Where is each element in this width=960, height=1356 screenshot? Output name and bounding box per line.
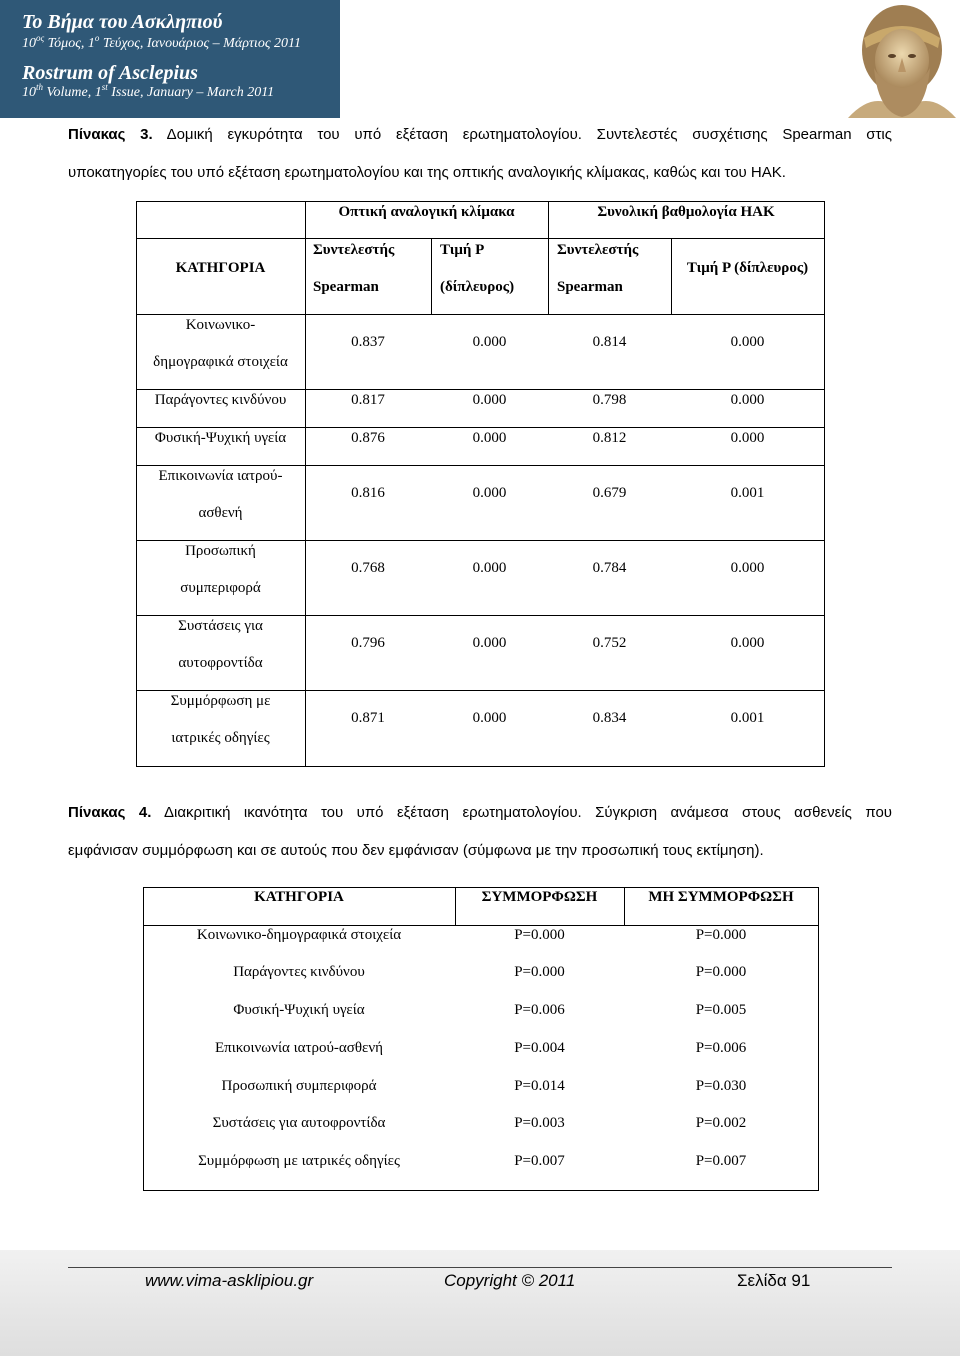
row-category: Συστάσεις για αυτοφροντίδα — [212, 1115, 386, 1131]
row-category: Παράγοντες κινδύνου — [233, 964, 365, 980]
group-header-visual-analogue-scale: Οπτική αναλογική κλίμακα — [338, 204, 515, 220]
table4-caption-line1 — [68, 802, 892, 824]
vas-p-value: 0.000 — [472, 710, 507, 726]
bust-eye-right — [908, 54, 916, 58]
non-compliance-p-value: P=0.007 — [695, 1153, 747, 1169]
volume-ordinal-suffix: ος — [36, 33, 45, 43]
row-category-line: Συστάσεις για — [178, 618, 263, 634]
subheader-spearman-1: Συντελεστής — [313, 242, 395, 258]
row-category: Φυσική-Ψυχική υγεία — [154, 430, 287, 446]
website-link[interactable]: www.vima-asklipiou.gr — [145, 1271, 314, 1290]
journal-title-greek: Το Βήμα του Ασκληπιού — [22, 11, 223, 33]
row-category — [136, 615, 305, 673]
vas-p-value: 0.000 — [472, 560, 507, 576]
table-row — [136, 465, 824, 540]
row-category-line: Επικοινωνία ιατρού- — [158, 468, 283, 484]
table4-caption-line2: εμφάνισαν συμμόρφωση και σε αυτούς που δεν εμφάνισαν (σύμφωνα με την προσωπική τους εκτίμηση). — [68, 842, 764, 859]
table-rule — [143, 1190, 819, 1191]
row-category-line: ιατρικές οδηγίες — [171, 730, 270, 746]
row-category-line: ασθενή — [198, 505, 243, 521]
table-row — [136, 615, 824, 690]
row-category-line: αυτοφροντίδα — [178, 655, 263, 671]
non-compliance-p-value: P=0.000 — [695, 927, 747, 943]
row-category: Φυσική-Ψυχική υγεία — [233, 1002, 365, 1018]
total-spearman-value: 0.752 — [592, 635, 627, 651]
vas-spearman-value: 0.817 — [351, 392, 385, 408]
total-p-value: 0.000 — [730, 560, 765, 576]
row-category: Συμμόρφωση με ιατρικές οδηγίες — [198, 1153, 400, 1169]
table-row — [143, 925, 818, 945]
non-compliance-p-value: P=0.030 — [695, 1078, 747, 1094]
compliance-p-value: P=0.000 — [514, 964, 565, 980]
vas-p-value: 0.000 — [472, 430, 507, 446]
subheader-pvalue-1: Τιμή P — [440, 242, 485, 258]
subheader-spearman-1-line2: Spearman — [313, 279, 379, 295]
row-category — [136, 465, 305, 523]
page-number: Σελίδα 91 — [737, 1271, 811, 1290]
compliance-header: ΣΥΜΜΟΡΦΩΣΗ — [481, 889, 598, 905]
compliance-p-value: P=0.003 — [514, 1115, 565, 1131]
table-row — [136, 314, 824, 389]
total-spearman-value: 0.812 — [592, 430, 627, 446]
row-category — [136, 690, 305, 748]
total-p-value: 0.000 — [730, 334, 765, 350]
footer-rule — [68, 1267, 892, 1268]
vas-p-value: 0.000 — [472, 485, 507, 501]
subheader-spearman-2-line2: Spearman — [557, 279, 623, 295]
table-row — [143, 1076, 818, 1096]
total-spearman-value: 0.784 — [592, 560, 627, 576]
total-p-value: 0.000 — [730, 430, 765, 446]
issue-label: Issue, January – March 2011 — [107, 85, 275, 100]
volume-number: 10 — [22, 36, 36, 51]
vas-spearman-value: 0.796 — [351, 635, 385, 651]
copyright-notice: Copyright © 2011 — [444, 1271, 576, 1290]
table-row — [136, 540, 824, 615]
row-category-line: Συμμόρφωση με — [170, 693, 271, 709]
table-row — [143, 1038, 818, 1058]
table4-caption-label: Πίνακας 4. — [68, 804, 152, 821]
table-rule — [431, 238, 432, 315]
journal-title-english: Rostrum of Asclepius — [22, 62, 198, 84]
table-rule — [824, 201, 825, 767]
issue-ordinal-suffix: ο — [94, 33, 100, 43]
table-row — [143, 1113, 818, 1133]
table-row — [136, 690, 824, 766]
total-p-value: 0.000 — [730, 635, 765, 651]
subheader-pvalue-2: Τιμή P (δίπλευρος) — [686, 260, 809, 276]
table-rule — [136, 238, 825, 239]
subheader-spearman-2: Συντελεστής — [557, 242, 639, 258]
total-p-value: 0.001 — [730, 710, 765, 726]
vas-p-value: 0.000 — [472, 635, 507, 651]
total-spearman-value: 0.798 — [592, 392, 627, 408]
category-header: ΚΑΤΗΓΟΡΙΑ — [254, 889, 344, 905]
table-header-row — [143, 887, 818, 907]
non-compliance-header: ΜΗ ΣΥΜΜΟΡΦΩΣΗ — [648, 889, 794, 905]
table3-caption-label: Πίνακας 3. — [68, 126, 153, 143]
table3-caption-text: Δομική εγκυρότητα του υπό εξέταση ερωτηματολογίου. Συντελεστές συσχέτισης Spearman στις — [166, 126, 892, 143]
row-category: Παράγοντες κινδύνου — [154, 392, 287, 408]
group-header-total-score: Συνολική βαθμολογία ΗΑΚ — [597, 204, 775, 220]
volume-label: Volume, 1 — [43, 85, 102, 100]
vas-spearman-value: 0.871 — [351, 710, 385, 726]
row-category: Κοινωνικο-δημογραφικά στοιχεία — [196, 927, 402, 943]
category-header: ΚΑΤΗΓΟΡΙΑ — [175, 260, 266, 276]
row-category: Επικοινωνία ιατρού-ασθενή — [214, 1040, 383, 1056]
vas-p-value: 0.000 — [472, 392, 507, 408]
bust-eye-left — [888, 54, 896, 58]
row-category — [136, 314, 305, 372]
row-category-line: Προσωπική — [185, 543, 256, 559]
asclepius-bust-image — [840, 0, 960, 118]
issue-label: Τεύχος, Ιανουάριος – Μάρτιος 2011 — [99, 36, 301, 51]
non-compliance-p-value: P=0.000 — [695, 964, 747, 980]
row-category — [136, 540, 305, 598]
table4-caption-text: Διακριτική ικανότητα του υπό εξέταση ερωτηματολογίου. Σύγκριση ανάμεσα στους ασθενείς που — [164, 804, 892, 821]
vas-p-value: 0.000 — [472, 334, 507, 350]
compliance-p-value: P=0.000 — [514, 927, 565, 943]
journal-volume-english — [22, 84, 274, 102]
table-rule — [136, 766, 825, 767]
total-spearman-value: 0.834 — [592, 710, 627, 726]
vas-spearman-value: 0.837 — [351, 334, 385, 350]
volume-number: 10 — [22, 85, 36, 100]
table-row — [136, 389, 824, 427]
row-category-line: Κοινωνικο- — [185, 317, 256, 333]
vas-spearman-value: 0.768 — [351, 560, 385, 576]
issue-ordinal-suffix: st — [101, 82, 108, 92]
vas-spearman-value: 0.876 — [351, 430, 385, 446]
non-compliance-p-value: P=0.005 — [695, 1002, 747, 1018]
total-spearman-value: 0.814 — [592, 334, 627, 350]
table-row — [143, 1000, 818, 1020]
table-row — [143, 962, 818, 982]
row-category: Προσωπική συμπεριφορά — [221, 1078, 377, 1094]
compliance-p-value: P=0.004 — [514, 1040, 565, 1056]
volume-ordinal-suffix: th — [36, 82, 44, 92]
subheader-pvalue-1-line2: (δίπλευρος) — [440, 279, 515, 295]
vas-spearman-value: 0.816 — [351, 485, 385, 501]
non-compliance-p-value: P=0.006 — [695, 1040, 747, 1056]
table-row — [143, 1151, 818, 1171]
non-compliance-p-value: P=0.002 — [695, 1115, 747, 1131]
row-category-line: δημογραφικά στοιχεία — [153, 354, 288, 370]
compliance-p-value: P=0.014 — [514, 1078, 565, 1094]
journal-volume-greek — [22, 35, 301, 53]
total-p-value: 0.001 — [730, 485, 765, 501]
journal-header-banner — [0, 0, 340, 118]
compliance-p-value: P=0.006 — [514, 1002, 565, 1018]
table-rule — [818, 887, 819, 1191]
total-spearman-value: 0.679 — [592, 485, 627, 501]
row-category-line: συμπεριφορά — [180, 580, 261, 596]
compliance-p-value: P=0.007 — [514, 1153, 565, 1169]
table3-caption-line1 — [68, 124, 892, 146]
volume-label: Τόμος, 1 — [44, 36, 95, 51]
table3-caption-line2: υποκατηγορίες του υπό εξέταση ερωτηματολογίου και της οπτικής αναλογικής κλίμακας, καθώς και του ΗΑΚ. — [68, 164, 786, 181]
footer-band — [0, 1250, 960, 1356]
total-p-value: 0.000 — [730, 392, 765, 408]
table-row — [136, 427, 824, 465]
